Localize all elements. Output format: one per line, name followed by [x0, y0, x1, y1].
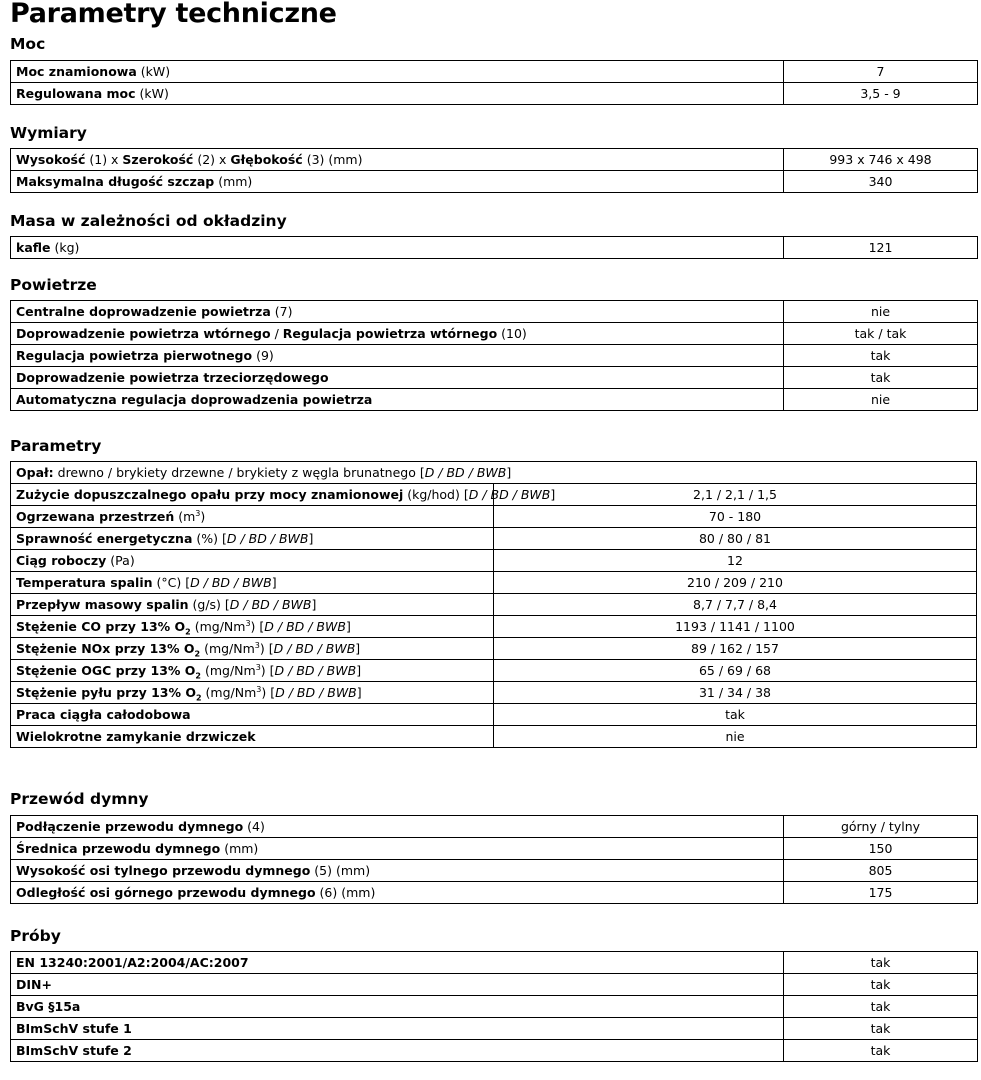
row-value: tak — [784, 1040, 978, 1062]
table-row — [11, 682, 977, 704]
row-value: 150 — [784, 838, 978, 860]
table-przewod — [10, 815, 978, 904]
row-value: 340 — [784, 171, 978, 193]
page-title: Parametry techniczne — [10, 0, 337, 29]
table-row — [11, 726, 977, 748]
row-value: 175 — [784, 882, 978, 904]
row-value: 31 / 34 / 38 — [494, 682, 977, 704]
row-label: Ogrzewana przestrzeń $(m^3)$ — [11, 506, 494, 528]
row-label: Moc znamionowa (kW) — [11, 61, 784, 83]
section-title-przewod: Przewód dymny — [10, 790, 149, 808]
section-title-wymiary: Wymiary — [10, 124, 87, 142]
row-label: Doprowadzenie powietrza trzeciorzędowego — [11, 367, 784, 389]
table-row — [11, 1018, 978, 1040]
table-row — [11, 838, 978, 860]
row-value: 121 — [784, 237, 978, 259]
row-value: 805 — [784, 860, 978, 882]
table-parametry — [10, 461, 977, 748]
row-value: tak / tak — [784, 323, 978, 345]
row-label: BImSchV stufe 1 — [11, 1018, 784, 1040]
row-label: Stężenie CO przy 13% $O_2$ (mg/Nm$^3$) [D / BD / BWB] — [11, 616, 494, 638]
table-proby — [10, 951, 978, 1062]
row-label: Centralne doprowadzenie powietrza (7) — [11, 301, 784, 323]
table-row — [11, 367, 978, 389]
row-value: tak — [784, 345, 978, 367]
row-label: Maksymalna długość szczap (mm) — [11, 171, 784, 193]
row-label: BImSchV stufe 2 — [11, 1040, 784, 1062]
row-label: Doprowadzenie powietrza wtórnego / Regulacja powietrza wtórnego (10) — [11, 323, 784, 345]
row-value: 210 / 209 / 210 — [494, 572, 977, 594]
table-row — [11, 704, 977, 726]
row-value: 7 — [784, 61, 978, 83]
row-value: 12 — [494, 550, 977, 572]
table-row — [11, 860, 978, 882]
row-value: nie — [784, 389, 978, 411]
row-label: EN 13240:2001/A2:2004/AC:2007 — [11, 952, 784, 974]
table-row — [11, 616, 977, 638]
table-powietrze — [10, 300, 978, 411]
row-label: Temperatura spalin (°C) [D / BD / BWB] — [11, 572, 494, 594]
row-value: 70 - 180 — [494, 506, 977, 528]
row-value: 8,7 / 7,7 / 8,4 — [494, 594, 977, 616]
table-row — [11, 462, 977, 484]
table-moc — [10, 60, 978, 105]
row-label: DIN+ — [11, 974, 784, 996]
row-label: Podłączenie przewodu dymnego (4) — [11, 816, 784, 838]
row-label: Wysokość (1) x Szerokość (2) x Głębokość (3) (mm) — [11, 149, 784, 171]
table-row — [11, 996, 978, 1018]
table-row — [11, 638, 977, 660]
row-value: górny / tylny — [784, 816, 978, 838]
row-label: Wielokrotne zamykanie drzwiczek — [11, 726, 494, 748]
table-row — [11, 345, 978, 367]
section-title-parametry: Parametry — [10, 437, 102, 455]
table-row — [11, 171, 978, 193]
row-value: 993 x 746 x 498 — [784, 149, 978, 171]
row-label: Średnica przewodu dymnego (mm) — [11, 838, 784, 860]
table-row — [11, 506, 977, 528]
row-value: tak — [784, 367, 978, 389]
row-value: tak — [784, 952, 978, 974]
section-title-powietrze: Powietrze — [10, 276, 97, 294]
row-value: 89 / 162 / 157 — [494, 638, 977, 660]
row-label: Wysokość osi tylnego przewodu dymnego (5) (mm) — [11, 860, 784, 882]
section-title-masa: Masa w zależności od okładziny — [10, 212, 287, 230]
row-label: Stężenie pyłu przy 13% $O_2$ (mg/Nm$^3$) [D / BD / BWB] — [11, 682, 494, 704]
row-value: 80 / 80 / 81 — [494, 528, 977, 550]
row-label: Automatyczna regulacja doprowadzenia powietrza — [11, 389, 784, 411]
table-row — [11, 528, 977, 550]
table-row — [11, 83, 978, 105]
row-value: tak — [494, 704, 977, 726]
table-row — [11, 660, 977, 682]
row-value: 3,5 - 9 — [784, 83, 978, 105]
table-row — [11, 594, 977, 616]
table-row — [11, 149, 978, 171]
row-label: Odległość osi górnego przewodu dymnego (6) (mm) — [11, 882, 784, 904]
row-value: tak — [784, 974, 978, 996]
row-label: Regulowana moc (kW) — [11, 83, 784, 105]
row-label: BvG §15a — [11, 996, 784, 1018]
table-wymiary — [10, 148, 978, 193]
table-row — [11, 61, 978, 83]
row-label: Ciąg roboczy (Pa) — [11, 550, 494, 572]
row-value: 1193 / 1141 / 1100 — [494, 616, 977, 638]
table-row — [11, 323, 978, 345]
row-value: tak — [784, 1018, 978, 1040]
table-row — [11, 572, 977, 594]
row-label: Stężenie OGC przy 13% $O_2$ (mg/Nm$^3$) [D / BD / BWB] — [11, 660, 494, 682]
row-label: Opał: drewno / brykiety drzewne / brykiety z węgla brunatnego [D / BD / BWB] — [11, 462, 977, 484]
table-row — [11, 237, 978, 259]
table-row — [11, 952, 978, 974]
table-row — [11, 550, 977, 572]
row-value: nie — [784, 301, 978, 323]
table-row — [11, 1040, 978, 1062]
row-value: 65 / 69 / 68 — [494, 660, 977, 682]
table-masa — [10, 236, 978, 259]
row-value: tak — [784, 996, 978, 1018]
table-row — [11, 484, 977, 506]
table-row — [11, 974, 978, 996]
section-title-moc: Moc — [10, 35, 46, 53]
row-label: Stężenie NOx przy 13% $O_2$ (mg/Nm$^3$) [D / BD / BWB] — [11, 638, 494, 660]
section-title-proby: Próby — [10, 927, 61, 945]
row-label: Regulacja powietrza pierwotnego (9) — [11, 345, 784, 367]
row-label: kafle (kg) — [11, 237, 784, 259]
row-value: 2,1 / 2,1 / 1,5 — [494, 484, 977, 506]
row-label: Sprawność energetyczna (%) [D / BD / BWB] — [11, 528, 494, 550]
row-label: Praca ciągła całodobowa — [11, 704, 494, 726]
row-value: nie — [494, 726, 977, 748]
table-row — [11, 389, 978, 411]
table-row — [11, 301, 978, 323]
row-label: Zużycie dopuszczalnego opału przy mocy znamionowej (kg/hod) [D / BD / BWB] — [11, 484, 494, 506]
table-row — [11, 882, 978, 904]
row-label: Przepływ masowy spalin (g/s) [D / BD / BWB] — [11, 594, 494, 616]
table-row — [11, 816, 978, 838]
